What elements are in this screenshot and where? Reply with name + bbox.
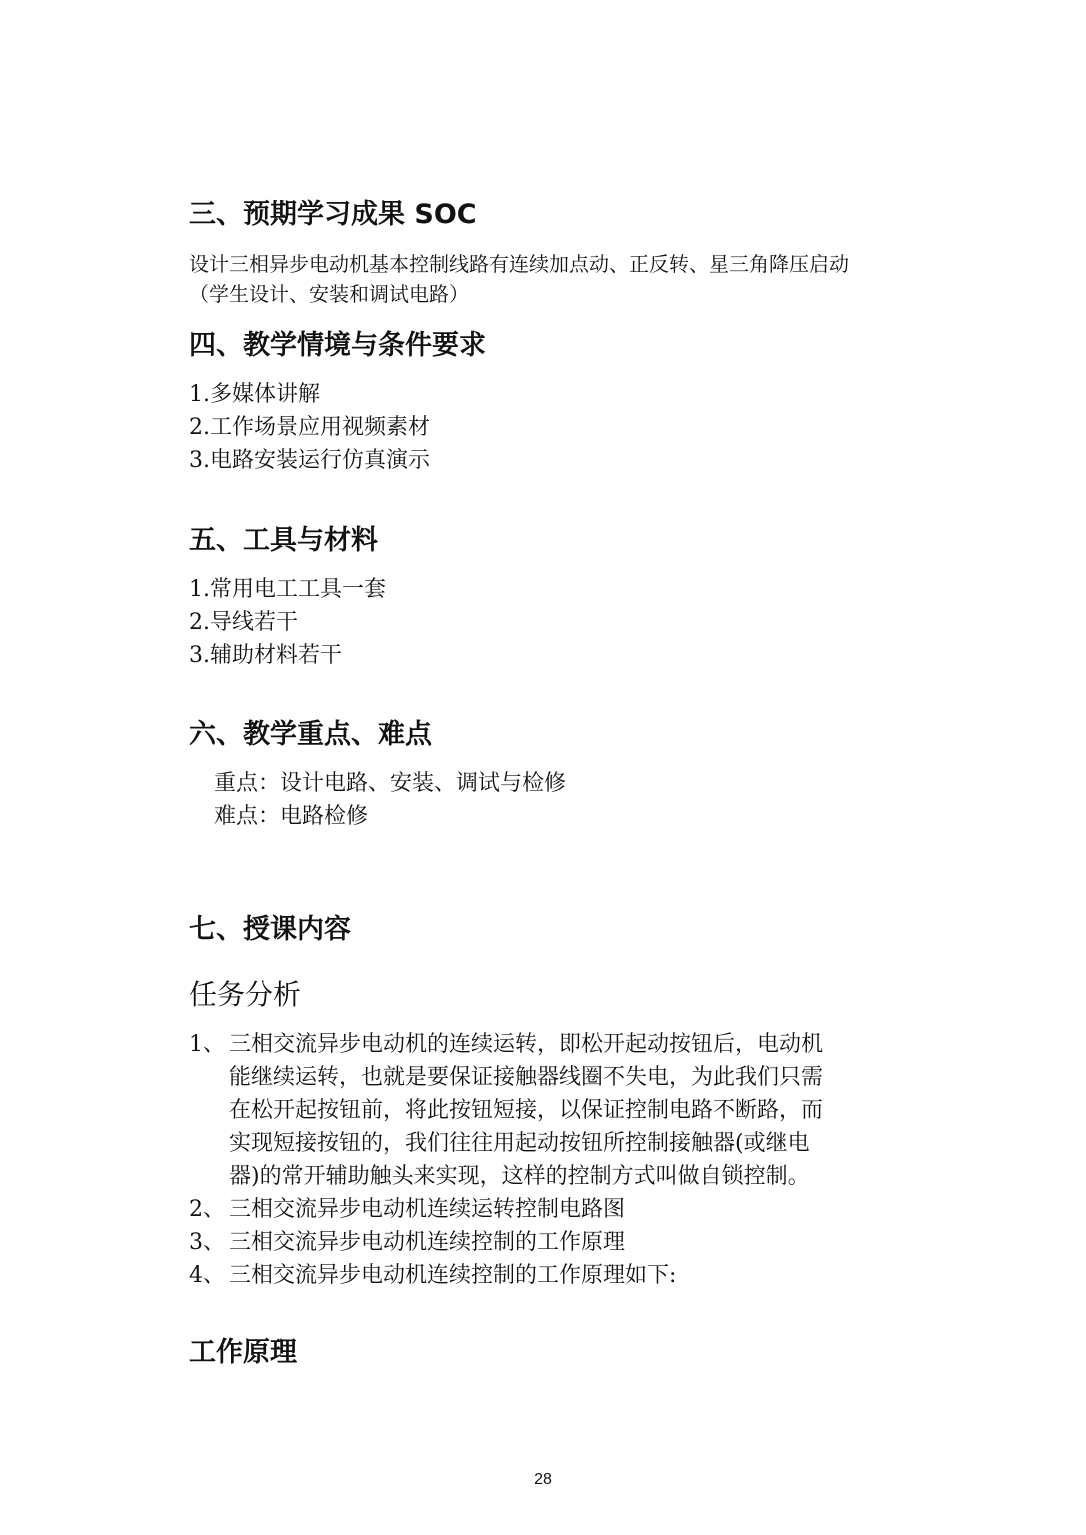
item-text-line: 三相交流异步电动机连续运转控制电路图: [229, 1197, 626, 1222]
section-heading-tools-materials: 五、工具与材料: [189, 525, 378, 556]
item-text: [229, 1193, 939, 1226]
section-heading-course-content: 七、授课内容: [189, 914, 351, 945]
section-heading-working-principle: 工作原理: [189, 1337, 297, 1368]
item-text-line: 实现短接按钮的，我们往往用起动按钮所控制接触器(或继电: [229, 1131, 810, 1156]
numbered-item: [189, 1028, 939, 1193]
list: [189, 378, 919, 477]
numbered-item: [189, 1259, 939, 1292]
item-text: [229, 1226, 939, 1259]
item-number: 4、: [189, 1263, 225, 1288]
numbered-item: [189, 1226, 939, 1259]
list-item-difficulty: 难点：电路检修: [214, 804, 369, 829]
section-heading-expected-outcomes: 三、预期学习成果 SOC: [189, 199, 477, 230]
item-text: [229, 1259, 939, 1292]
item-text: [229, 1028, 939, 1193]
item-text-line: 三相交流异步电动机的连续运转，即松开起动按钮后，电动机: [229, 1032, 824, 1057]
item-number: 1、: [189, 1032, 225, 1057]
list-item: 2.导线若干: [189, 610, 298, 635]
list-item: 3.电路安装运行仿真演示: [189, 448, 430, 473]
section-paragraph: [189, 249, 919, 309]
list-item: 3.辅助材料若干: [189, 643, 342, 668]
list-item: 1.多媒体讲解: [189, 382, 320, 407]
list: [189, 767, 944, 833]
item-text-line: 能继续运转，也就是要保证接触器线圈不失电，为此我们只需: [229, 1065, 824, 1090]
item-number: 2、: [189, 1197, 225, 1222]
item-text-line: 器)的常开辅助触头来实现，这样的控制方式叫做自锁控制。: [229, 1164, 810, 1189]
subheading-task-analysis: 任务分析: [189, 978, 302, 1011]
page-number: 28: [534, 1471, 552, 1488]
numbered-item: [189, 1193, 939, 1226]
list-item: 2.工作场景应用视频素材: [189, 415, 430, 440]
list-item-key-point: 重点：设计电路、安装、调试与检修: [214, 771, 567, 796]
item-number: 3、: [189, 1230, 225, 1255]
list-item: 1.常用电工工具一套: [189, 577, 386, 602]
section-heading-key-points: 六、教学重点、难点: [189, 719, 432, 750]
numbered-list: [189, 1028, 919, 1292]
section-heading-teaching-context: 四、教学情境与条件要求: [189, 330, 486, 361]
item-text-line: 三相交流异步电动机连续控制的工作原理如下:: [229, 1263, 677, 1288]
item-text-line: 在松开起按钮前，将此按钮短接，以保证控制电路不断路，而: [229, 1098, 824, 1123]
list: [189, 573, 919, 672]
item-text-line: 三相交流异步电动机连续控制的工作原理: [229, 1230, 626, 1255]
paragraph-line: 设计三相异步电动机基本控制线路有连续加点动、正反转、星三角降压启动: [189, 252, 849, 276]
paragraph-line: （学生设计、安装和调试电路）: [189, 282, 469, 306]
